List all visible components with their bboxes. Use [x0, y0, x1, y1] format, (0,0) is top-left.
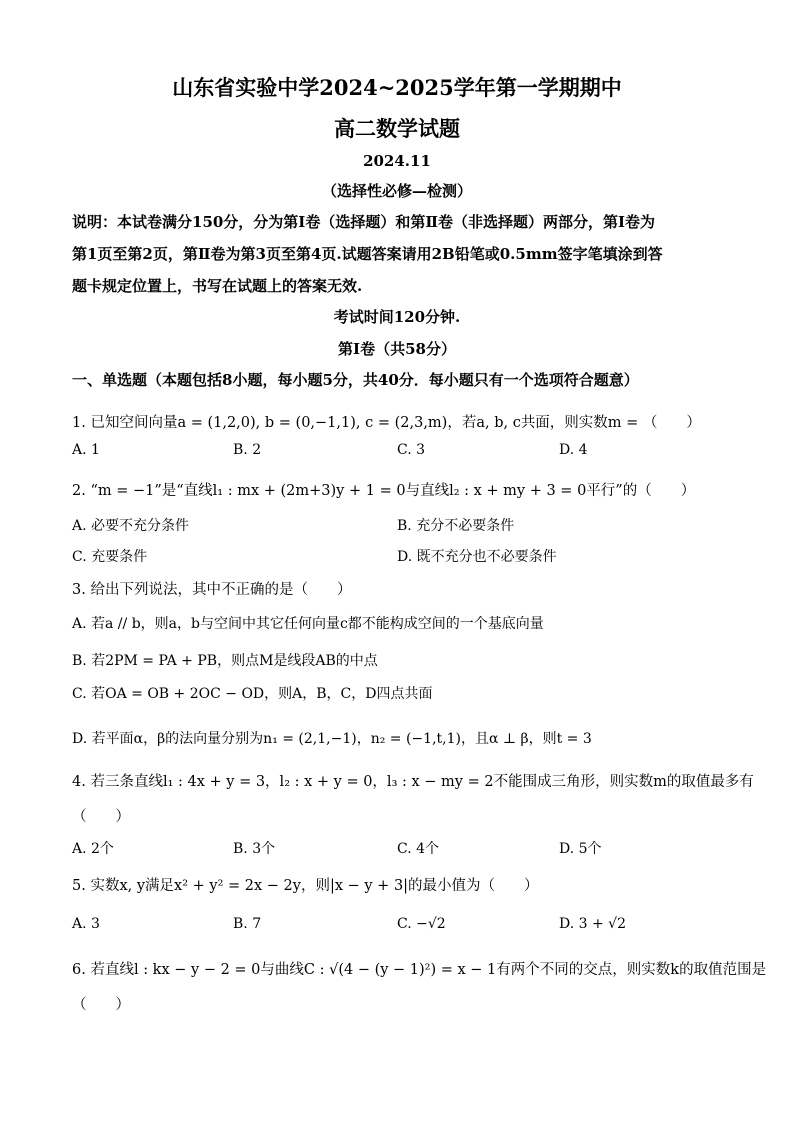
question-4: 4. 若三条直线l₁ : 4x + y = 3，l₂ : x + y = 0，l₃ : x − my = 2不能围成三角形，则实数m的取值最多有 — [72, 774, 754, 790]
q3-option-a: A. 若a // b，则a，b与空间中其它任何向量c都不能构成空间的一个基底向量 — [72, 616, 544, 632]
q2-option-b: B. 充分不必要条件 — [397, 518, 515, 534]
q2-option-a: A. 必要不充分条件 — [72, 518, 190, 534]
instructions-line-2: 第1页至第2页，第Ⅱ卷为第3页至第4页.试题答案请用2B铅笔或0.5mm签字笔填涂到答 — [72, 245, 663, 263]
question-6-cont: （ ） — [72, 997, 130, 1013]
exam-time: 考试时间120分钟. — [333, 308, 461, 326]
instructions-line-1: 说明：本试卷满分150分，分为第Ⅰ卷（选择题）和第Ⅱ卷（非选择题）两部分，第Ⅰ卷为 — [72, 213, 655, 231]
q1-option-c: C. 3 — [397, 442, 426, 458]
question-2: 2. “m = −1”是“直线l₁ : mx + (2m+3)y + 1 = 0与直线l₂ : x + my + 3 = 0平行”的（ ） — [72, 483, 696, 499]
q5-option-b: B. 7 — [233, 916, 262, 932]
q5-option-d: D. 3 + √2 — [559, 916, 626, 932]
q4-option-c: C. 4个 — [397, 841, 440, 857]
section-heading: 一、单选题（本题包括8小题，每小题5分，共40分．每小题只有一个选项符合题意） — [72, 371, 639, 389]
q2-option-d: D. 既不充分也不必要条件 — [397, 549, 557, 565]
question-5: 5. 实数x, y满足x² + y² = 2x − 2y，则|x − y + 3|的最小值为（ ） — [72, 878, 539, 894]
q5-option-a: A. 3 — [72, 916, 100, 932]
q3-option-c: C. 若OA = OB + 2OC − OD，则A，B，C，D四点共面 — [72, 686, 433, 702]
question-6: 6. 若直线l : kx − y − 2 = 0与曲线C : √(4 − (y − 1)²) = x − 1有两个不同的交点，则实数k的取值范围是 — [72, 962, 767, 978]
exam-subtitle: （选择性必修—检测） — [321, 182, 472, 200]
q5-option-c: C. −√2 — [397, 916, 446, 932]
q4-option-b: B. 3个 — [233, 841, 276, 857]
exam-title: 山东省实验中学2024~2025学年第一学期期中 — [172, 75, 622, 100]
q1-option-d: D. 4 — [559, 442, 588, 458]
exam-date: 2024.11 — [363, 152, 431, 170]
question-4-cont: （ ） — [72, 809, 130, 825]
q4-option-a: A. 2个 — [72, 841, 114, 857]
exam-subject: 高二数学试题 — [334, 116, 460, 141]
question-3: 3. 给出下列说法，其中不正确的是（ ） — [72, 582, 352, 598]
q3-option-b: B. 若2PM = PA + PB，则点M是线段AB的中点 — [72, 653, 378, 669]
q4-option-d: D. 5个 — [559, 841, 602, 857]
instructions-line-3: 题卡规定位置上，书写在试题上的答案无效. — [72, 277, 363, 295]
q1-option-a: A. 1 — [72, 442, 100, 458]
instructions — [72, 206, 724, 302]
question-1: 1. 已知空间向量a = (1,2,0), b = (0,−1,1), c = (2,3,m)，若a, b, c共面，则实数m = （ ） — [72, 415, 701, 431]
part-heading: 第Ⅰ卷（共58分） — [338, 340, 456, 358]
q2-option-c: C. 充要条件 — [72, 549, 148, 565]
q1-option-b: B. 2 — [233, 442, 262, 458]
q3-option-d: D. 若平面α，β的法向量分别为n₁ = (2,1,−1)，n₂ = (−1,t,1)，且α ⊥ β，则t = 3 — [72, 731, 592, 747]
